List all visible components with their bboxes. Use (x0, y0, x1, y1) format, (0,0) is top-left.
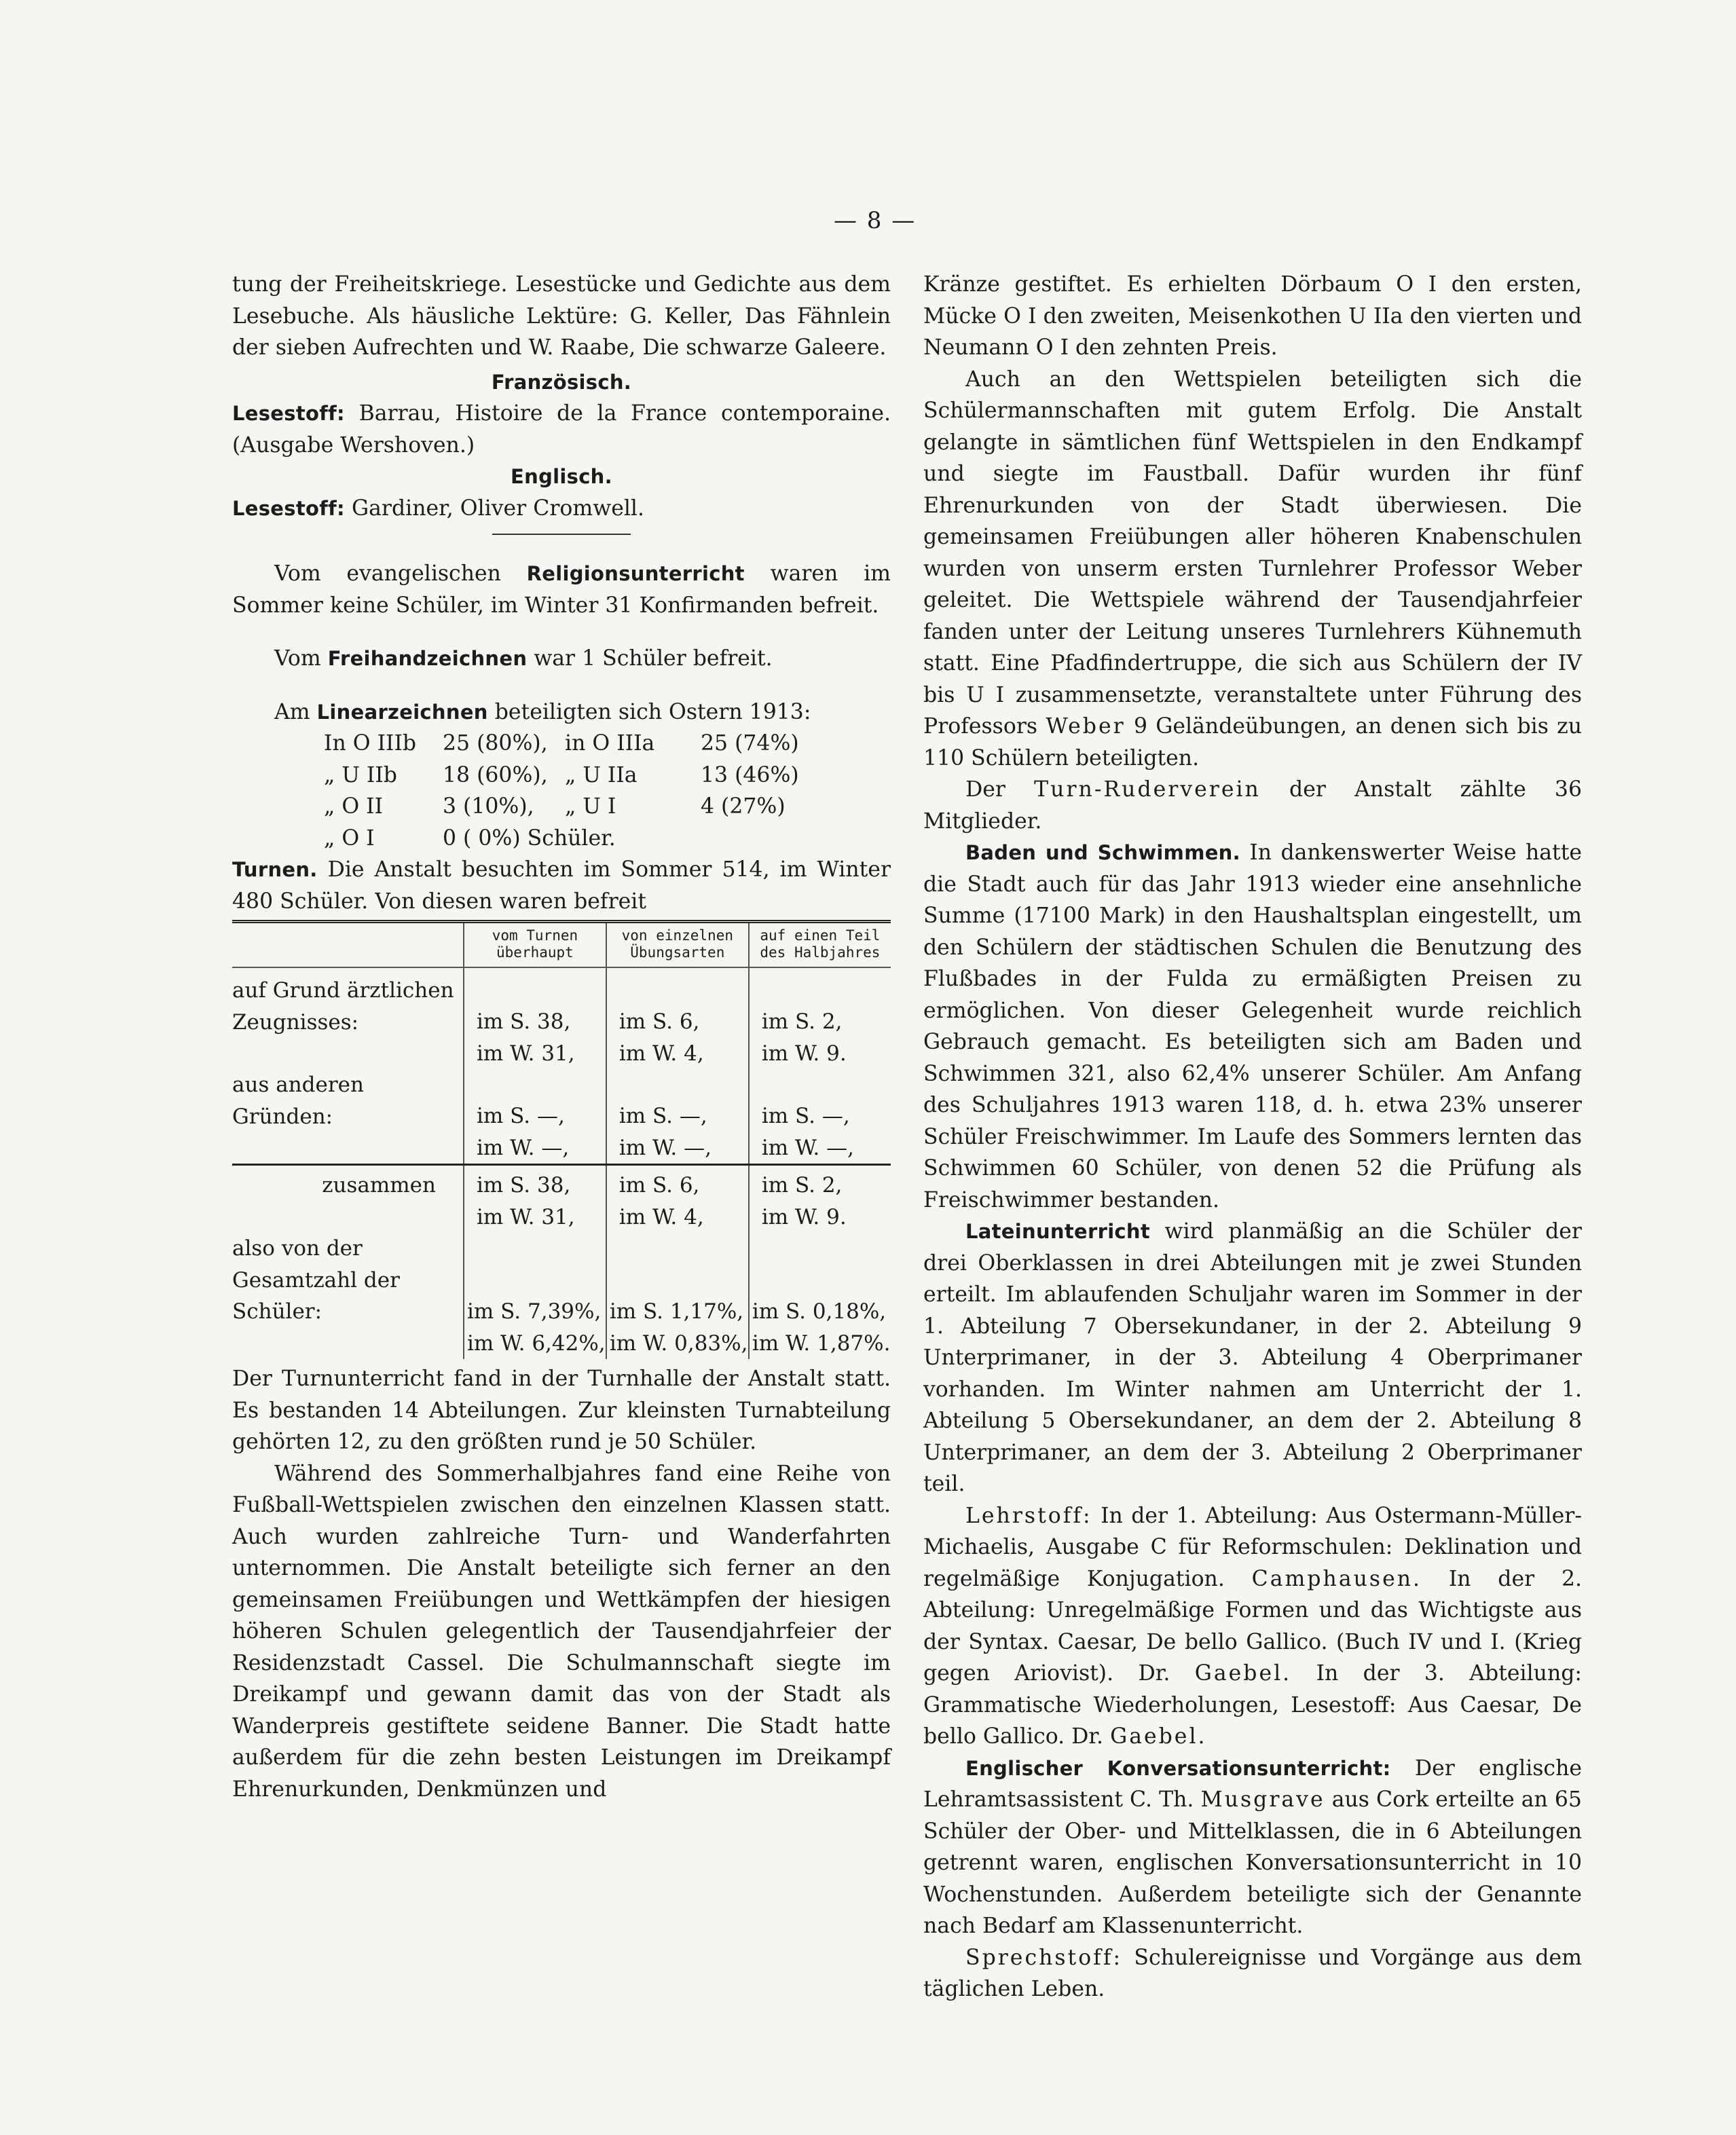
paragraph-franzoesisch (232, 398, 891, 461)
class: „ U IIb (324, 762, 397, 787)
name-camphausen: Camphausen. (1251, 1566, 1422, 1591)
text: In der 3. Abteilung: Grammatische Wiederholungen, Lesestoff: Aus Caesar, De bello Gallico. Dr. (923, 1661, 1583, 1749)
paragraph-baden (923, 837, 1582, 1216)
value: 25 (74%) (701, 731, 799, 756)
cell: im S. —, (761, 1104, 850, 1128)
paragraph-turnunterricht: Der Turnunterricht fand in der Turnhalle der Anstalt statt. Es bestanden 14 Abteilungen. Zur kleinsten Turnabteilung gehörten 12, zu den größten rund je 50 Schüler. (232, 1367, 891, 1454)
paragraph-religion (232, 558, 891, 621)
text: war 1 Schüler befreit. (534, 646, 773, 671)
divider (492, 534, 631, 535)
value: 13 (46%) (701, 762, 799, 787)
row-label: zusammen (232, 1165, 464, 1233)
term-freihandzeichnen: Freihandzeichnen (327, 647, 528, 670)
name-musgrave: Musgrave (1200, 1787, 1325, 1812)
cell: im S. 6, (618, 1009, 700, 1034)
name-gaebel: Gaebel. (1194, 1661, 1292, 1686)
table-row (232, 967, 891, 1069)
cell: im W. —, (477, 1135, 570, 1160)
class: „ O II (324, 794, 384, 819)
name-gaebel: Gaebel. (1110, 1724, 1207, 1749)
paragraph-linearzeichnen (232, 697, 891, 728)
class: In O IIIb (324, 731, 417, 756)
text: Die Anstalt besuchten im Sommer 514, im Winter 480 Schüler. Von diesen waren befreit (232, 857, 891, 914)
paragraph-sprechstoff (923, 1942, 1582, 2005)
text: Vom evangelischen (274, 561, 501, 586)
term-linearzeichnen: Linearzeichnen (316, 700, 488, 724)
paragraph-lesestoff-deutsch: tung der Freiheitskriege. Lesestücke und Gedichte aus dem Lesebuche. Als häusliche Lektüre: G. Keller, Das Fähnlein der sieben Aufrechten und W. Raabe, Die schwarze Galeere. (232, 272, 891, 360)
class: in O IIIa (565, 731, 655, 756)
text: Der englische Lehramtsassistent C. Th. (923, 1756, 1583, 1812)
column-header: auf einen Teil des Halbjahres (749, 922, 891, 968)
column-header: von einzelnen Übungsarten (606, 922, 749, 968)
paragraph-ruderverein (923, 774, 1582, 837)
row-label: aus anderen Gründen: (232, 1073, 364, 1129)
list-item (232, 728, 891, 760)
class: „ O I (324, 825, 375, 851)
table-row (232, 1069, 891, 1165)
term-religionsunterricht: Religionsunterricht (526, 562, 745, 585)
cell: im W. —, (761, 1135, 854, 1160)
right-column (923, 269, 1582, 2005)
paragraph-wettspiele: Während des Sommerhalbjahres fand eine Reihe von Fußball-Wettspielen zwischen den einzelnen Klassen statt. Auch wurden zahlreiche Turn- und Wanderfahrten unternommen. Die Anstalt beteiligte sich ferner an den gemeinsamen Freiübungen und Wettkämpfen der hiesigen höheren Schulen gelegentlich der Tausendjahrfeier der Residenzstadt Cassel. Die Schulmannschaft siegte im Dreikampf und gewann damit das von der Stadt als Wanderpreis gestiftete seidene Banner. Die Stadt hatte außerdem für die zehn besten Leistungen im Dreikampf Ehrenurkunden, Denkmünzen und (232, 1461, 891, 1802)
text: In der 2. Abteilung: Unregelmäßige Formen und das Wichtigste aus der Syntax. Caesar, De bello Gallico. (Buch IV und I. (Krieg gegen Ariovist). Dr. (923, 1566, 1582, 1686)
left-column (232, 269, 891, 1805)
text: der Anstalt zählte 36 Mitglieder. (923, 777, 1582, 834)
cell: im S. 0,18%, (752, 1299, 887, 1324)
heading-baden: Baden und Schwimmen. (965, 841, 1240, 864)
class: „ U I (565, 794, 616, 819)
text: Schulereignisse und Vorgänge aus dem täglichen Leben. (923, 1945, 1582, 2001)
cell: im S. 38, (477, 1173, 571, 1198)
label-lehrstoff: Lehrstoff: (965, 1503, 1092, 1528)
text-franzoesisch: Barrau, Histoire de la France contemporaine. (Ausgabe Wershoven.) (232, 401, 891, 458)
heading-franzoesisch: Französisch. (491, 370, 632, 394)
value: 3 (10%), (443, 794, 534, 819)
cell: im W. 6,42%, (467, 1331, 606, 1356)
paragraph-kraenze: Kränze gestiftet. Es erhielten Dörbaum O I den ersten, Mücke O I den zweiten, Meisenkothen U IIa den vierten und Neumann O I den zehnten Preis. (923, 272, 1582, 360)
cell: im W. 31, (477, 1204, 575, 1229)
text: 9 Geländeübungen, an denen sich bis zu 110 Schülern beteiligten. (923, 714, 1583, 771)
text: aus Cork erteilte an 65 Schüler der Ober- und Mittelklassen, die in 6 Abteilungen getrennt waren, englischen Konversationsunterricht in 10 Wochenstunden. Außerdem beteiligte sich der Genannte nach Bedarf am Klassenunterricht. (923, 1787, 1582, 1938)
text: In dankenswerter Weise hatte die Stadt auch für das Jahr 1913 wieder eine ansehnliche Summe (17100 Mark) in den Haushaltsplan eingestellt, um den Schülern der städtischen Schulen die Benutzung des Flußbades in der Fulda zu ermäßigten Preisen zu ermöglichen. Von dieser Gelegenheit wurde reichlich Gebrauch gemacht. Es beteiligten sich am Baden und Schwimmen 321, also 62,4% unserer Schüler. Am Anfang des Schuljahres 1913 waren 118, d. h. etwa 23% unserer Schüler Freischwimmer. Im Laufe des Sommers lernten das Schwimmen 60 Schüler, von denen 52 die Prüfung als Freischwimmer bestanden. (923, 840, 1583, 1212)
text: Auch an den Wettspielen beteiligten sich die Schülermannschaften mit gutem Erfolg. Die Anstalt gelangte in sämtlichen fünf Wettspielen in den Endkampf und siegte im Faustball. Dafür wurden ihr fünf Ehrenurkunden von der Stadt überwiesen. Die gemeinsamen Freiübungen aller höheren Knabenschulen wurden von unserm ersten Turnlehrer Professor Weber geleitet. Die Wettspiele während der Tausendjahrfeier fanden unter der Leitung unseres Turnlehrers Kühnemuth statt. Eine Pfadfindertruppe, die sich aus Schülern der IV bis U I zusammensetzte, veranstaltete unter Führung des Professors (923, 367, 1582, 739)
table-row (232, 1233, 891, 1359)
list-item (232, 823, 891, 855)
cell: im S. 2, (761, 1173, 843, 1198)
cell: im W. 9. (761, 1204, 847, 1229)
text-englisch: Gardiner, Oliver Cromwell. (351, 496, 645, 521)
term-turnen: Turnen. (232, 858, 318, 881)
cell: im W. 31, (477, 1041, 575, 1066)
cell: im S. 6, (618, 1173, 700, 1198)
cell: im S. 1,17%, (609, 1299, 744, 1324)
label-sprechstoff: Sprechstoff: (965, 1945, 1123, 1970)
cell: im S. —, (618, 1104, 707, 1128)
cell: im S. —, (477, 1104, 565, 1128)
linearzeichnen-list (232, 728, 891, 854)
cell: im S. 2, (761, 1009, 843, 1034)
page-number: — 8 — (834, 207, 917, 234)
row-label: also von der Gesamtzahl der Schüler: (232, 1236, 400, 1324)
list-item (232, 791, 891, 823)
cell: im W. 4, (618, 1204, 704, 1229)
value: 0 ( 0%) Schüler. (443, 825, 616, 851)
cell: im W. 4, (618, 1041, 704, 1066)
list-item (232, 760, 891, 792)
table-row-sum (232, 1165, 891, 1233)
paragraph-lehrstoff (923, 1500, 1582, 1753)
label-lesestoff: Lesestoff: (232, 402, 345, 425)
row-label: auf Grund ärztlichen Zeugnisses: (232, 978, 454, 1035)
column-header: vom Turnen überhaupt (464, 922, 606, 968)
text: waren im Sommer keine Schüler, im Winter 31 Konfirmanden befreit. (232, 561, 891, 618)
text: beteiligten sich Ostern 1913: (494, 699, 811, 724)
paragraph-englisch-konversation (923, 1753, 1582, 1942)
paragraph-freihandzeichnen (232, 643, 891, 675)
text: In der 1. Abteilung: Aus Ostermann-Müller-Michaelis, Ausgabe C für Reformschulen: Deklination und regelmäßige Konjugation. (923, 1503, 1582, 1591)
paragraph-englisch (232, 493, 891, 525)
text: Der (965, 777, 1005, 802)
class: „ U IIa (565, 762, 638, 787)
cell: im W. —, (618, 1135, 712, 1160)
value: 4 (27%) (701, 794, 786, 819)
paragraph-latein (923, 1216, 1582, 1500)
value: 25 (80%), (443, 731, 548, 756)
cell: im W. 9. (761, 1041, 847, 1066)
text: Vom (274, 646, 321, 671)
cell: im W. 1,87%. (752, 1331, 891, 1356)
value: 18 (60%), (443, 762, 548, 787)
name-weber: Weber (1046, 714, 1126, 739)
text: wird planmäßig an die Schüler der drei Oberklassen in drei Abteilungen mit je zwei Stunden erteilt. Im ablaufenden Schuljahr waren im Sommer in der 1. Abteilung 7 Obersekundaner, in der 2. Abteilung 9 Unterprimaner, in der 3. Abteilung 4 Oberprimaner vorhanden. Im Winter nahmen am Unterricht der 1. Abteilung 5 Obersekundaner, an dem der 2. Abteilung 8 Unterprimaner, an dem der 3. Abteilung 2 Oberprimaner teil. (923, 1219, 1582, 1496)
heading-englisch: Englisch. (511, 465, 612, 488)
text: Am (274, 699, 310, 724)
cell: im S. 7,39%, (467, 1299, 602, 1324)
cell: im W. 0,83%, (609, 1331, 748, 1356)
heading-englischer-konversationsunterricht: Englischer Konversationsunterricht: (965, 1756, 1391, 1780)
label-lesestoff-2: Lesestoff: (232, 496, 345, 520)
paragraph-wettspiele-erfolg (923, 364, 1582, 775)
cell: im S. 38, (477, 1009, 571, 1034)
term-turn-ruderverein: Turn-Ruderverein (1034, 777, 1261, 802)
paragraph-turnen (232, 854, 891, 917)
heading-latein: Lateinunterricht (965, 1220, 1151, 1243)
turnen-table (232, 920, 891, 1359)
